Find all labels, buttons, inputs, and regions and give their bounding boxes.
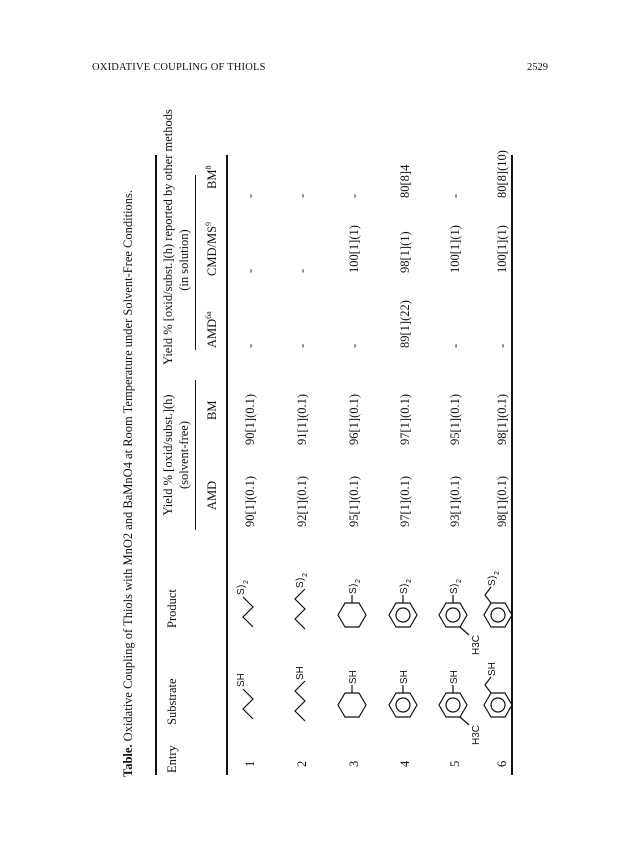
cell-bm: 96[1](0.1) [347, 393, 361, 445]
svg-text:S: S [449, 587, 460, 594]
product-4-structure [389, 579, 417, 627]
product-1-structure [236, 580, 253, 627]
svg-text:H3C: H3C [471, 634, 482, 655]
cell-bm-ref: - [243, 193, 257, 198]
cell-amd: 93[1](0.1) [448, 475, 462, 527]
product-5-structure [439, 579, 482, 655]
product-3-structure [338, 579, 366, 627]
caption-text: Oxidative Coupling of Thiols with MnO2 and BaMnO4 at Room Temperature under Solvent-Free Conditions. [121, 189, 135, 742]
cell-bm: 98[1](0.1) [495, 393, 509, 445]
structures [113, 109, 523, 795]
header-bm-ref: $BM^8$ [203, 165, 219, 189]
svg-text:S: S [236, 588, 247, 595]
svg-text:SH: SH [295, 666, 306, 680]
svg-text:): ) [399, 583, 410, 587]
cell-bm: 91[1](0.1) [295, 393, 309, 445]
cell-amd: 97[1](0.1) [398, 475, 412, 527]
cell-amd-ref: - [495, 343, 509, 348]
substrate-3-structure [338, 670, 366, 717]
cell-amd-ref: - [347, 343, 361, 348]
header-bm: BM [205, 400, 219, 420]
sh-label: SH [236, 673, 247, 687]
header-yield-other-1: Yield % [oxid/subst.](h) reported by other methods [161, 109, 175, 365]
cell-amd-ref: 89[1](22) [398, 300, 412, 348]
cell-entry: 4 [398, 760, 412, 767]
cell-bm: 97[1](0.1) [398, 393, 412, 445]
substrate-6-structure [484, 662, 512, 717]
cell-entry: 5 [448, 760, 462, 767]
substrate-2-structure [295, 666, 306, 721]
svg-text:SH: SH [399, 670, 410, 684]
svg-text:): ) [449, 583, 460, 587]
svg-text:H3C: H3C [471, 724, 482, 745]
header-yield-sf-1: Yield % [oxid/subst.](h) [161, 394, 175, 516]
header-substrate: Substrate [165, 678, 179, 725]
svg-text:): ) [236, 584, 247, 588]
cell-entry: 1 [243, 760, 257, 767]
svg-text:2: 2 [456, 579, 463, 583]
cell-entry: 6 [495, 760, 509, 767]
cell-bm-ref: 80[8](10) [495, 150, 509, 198]
page-number: 2529 [527, 62, 548, 73]
svg-text:): ) [348, 583, 359, 587]
svg-text:SH: SH [449, 670, 460, 684]
header-amd-ref: $AMD^{6a}$ [203, 311, 219, 348]
running-head: OXIDATIVE COUPLING OF THIOLS [92, 62, 266, 73]
substrate-5-structure [439, 670, 482, 745]
product-6-structure [484, 571, 512, 627]
header-entry: Entry [165, 745, 179, 773]
svg-text:2: 2 [302, 573, 309, 577]
cell-cmd-ms: - [295, 268, 309, 273]
header-amd: AMD [205, 480, 219, 510]
svg-text:S: S [399, 587, 410, 594]
svg-text:S: S [295, 581, 306, 588]
header-yield-sf-2: (solvent-free) [177, 420, 191, 490]
cell-bm-ref: - [347, 193, 361, 198]
cell-bm-ref: - [295, 193, 309, 198]
cell-amd: 90[1](0.1) [243, 475, 257, 527]
svg-text:2: 2 [243, 580, 250, 584]
cell-bm: 90[1](0.1) [243, 393, 257, 445]
rotated-table [113, 109, 523, 795]
substrate-4-structure [389, 670, 417, 717]
cell-cmd-ms: - [243, 268, 257, 273]
svg-text:2: 2 [355, 579, 362, 583]
cell-amd-ref: - [243, 343, 257, 348]
svg-text:SH: SH [487, 662, 498, 676]
cell-bm-ref: - [448, 193, 462, 198]
svg-text:S: S [487, 579, 498, 586]
svg-text:S: S [348, 587, 359, 594]
cell-amd-ref: - [295, 343, 309, 348]
cell-cmd-ms: 100[1](1) [495, 225, 509, 273]
svg-text:): ) [295, 577, 306, 581]
cell-amd: 98[1](0.1) [495, 475, 509, 527]
svg-text:SH: SH [348, 670, 359, 684]
header-cmd-ms: CMD/$MS^9$ [203, 221, 219, 276]
cell-cmd-ms: 98[1](1) [398, 231, 412, 273]
cell-entry: 2 [295, 760, 309, 767]
header-product: Product [165, 589, 179, 628]
substrate-1-structure [236, 673, 253, 719]
product-2-structure [295, 573, 309, 629]
cell-entry: 3 [347, 760, 361, 767]
svg-text:2: 2 [494, 571, 501, 575]
cell-amd-ref: - [448, 343, 462, 348]
cell-bm-ref: 80[8]4 [398, 164, 412, 198]
cell-bm: 95[1](0.1) [448, 393, 462, 445]
cell-amd: 92[1](0.1) [295, 475, 309, 527]
cell-cmd-ms: 100[1](1) [347, 225, 361, 273]
cell-cmd-ms: 100[1](1) [448, 225, 462, 273]
svg-text:): ) [487, 575, 498, 579]
cell-amd: 95[1](0.1) [347, 475, 361, 527]
header-yield-other-2: (in solution) [177, 229, 191, 291]
caption-label: Table. [121, 744, 135, 777]
svg-text:2: 2 [406, 579, 413, 583]
